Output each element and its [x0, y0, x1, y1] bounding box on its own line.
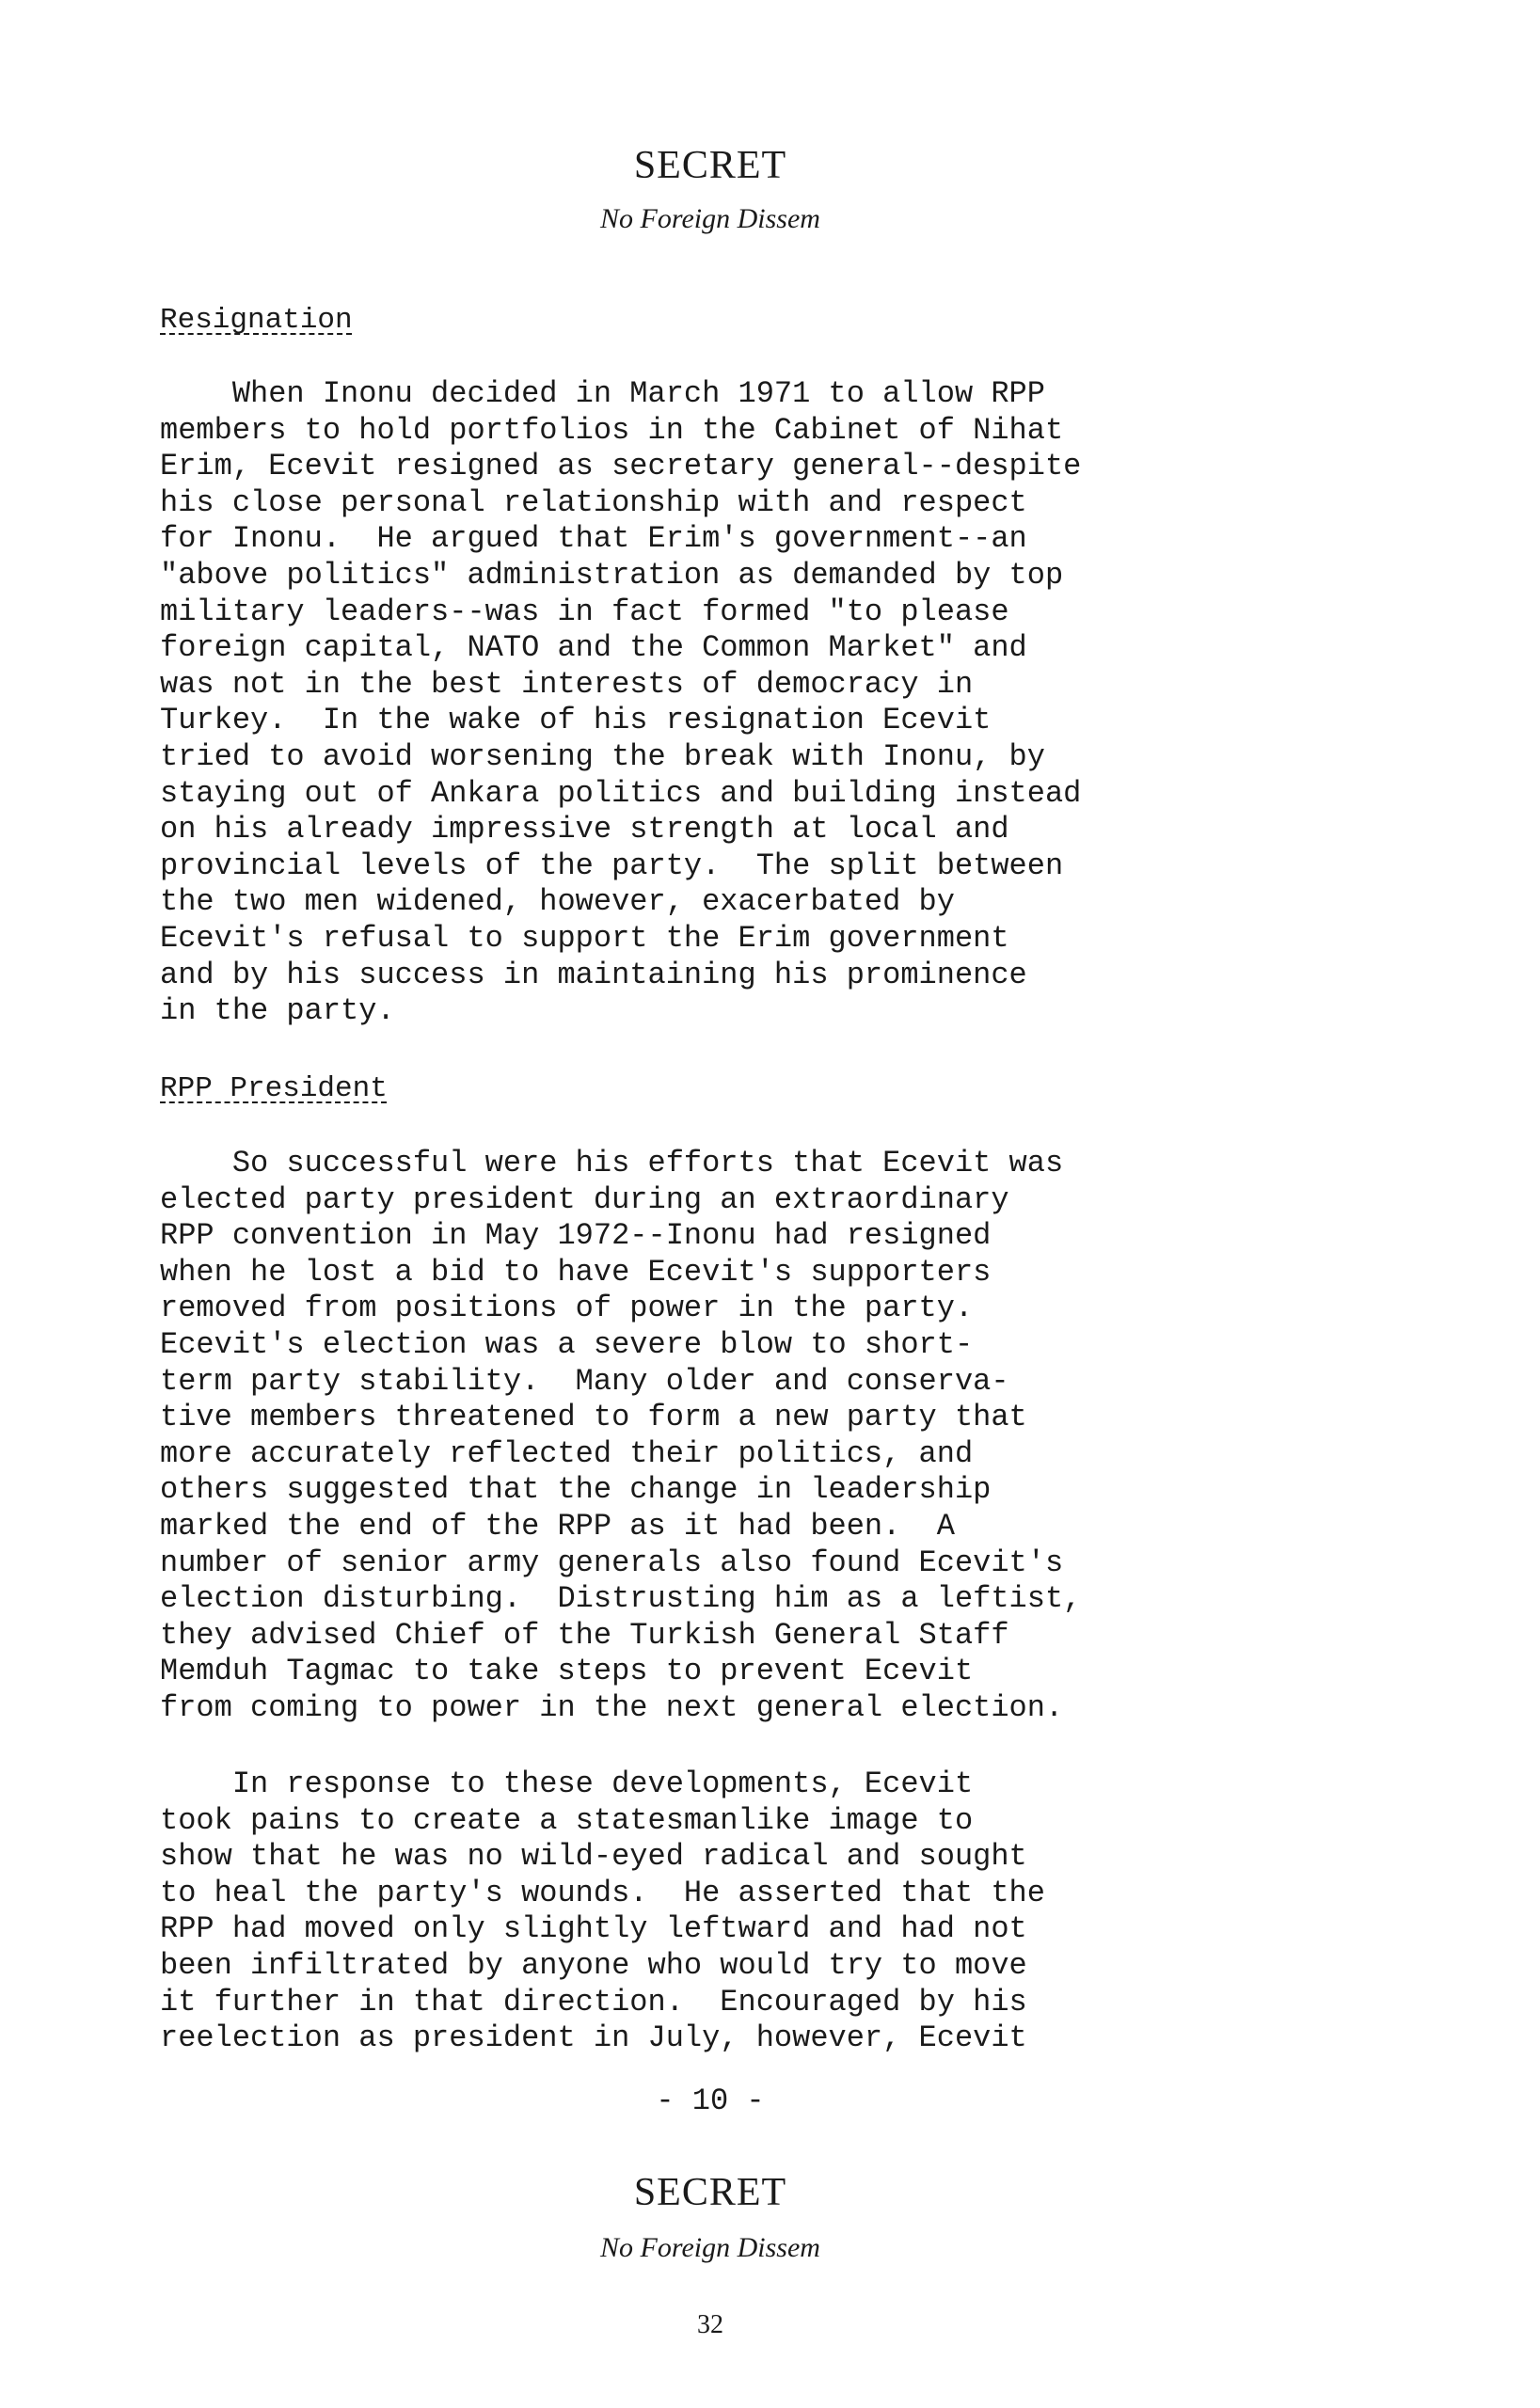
paragraph-resignation	[160, 376, 1298, 1030]
paragraph-rpp-president-2	[160, 1766, 1298, 2057]
classification-header: SECRET	[633, 144, 787, 187]
text-line: members to hold portfolios in the Cabinet of Nihat	[160, 412, 1064, 448]
text-line: foreign capital, NATO and the Common Market" and	[160, 630, 1027, 666]
text-line: been infiltrated by anyone who would try to move	[160, 1947, 1027, 1983]
dissemination-caveat-footer: No Foreign Dissem	[600, 2232, 820, 2263]
page-number: - 10 -	[656, 2083, 765, 2118]
text-line: when he lost a bid to have Ecevit's supporters	[160, 1254, 992, 1290]
text-line: reelection as president in July, however, Ecevit	[160, 2020, 1027, 2056]
paragraph-rpp-president-1	[160, 1146, 1298, 1727]
text-line: from coming to power in the next general election.	[160, 1689, 1064, 1725]
text-line: tried to avoid worsening the break with Inonu, by	[160, 738, 1045, 774]
text-line: others suggested that the change in leadership	[160, 1472, 992, 1508]
text-line: his close personal relationship with and respect	[160, 484, 1027, 520]
section-heading-resignation: Resignation	[160, 304, 353, 337]
text-line: they advised Chief of the Turkish General Staff	[160, 1617, 1009, 1653]
text-line: to heal the party's wounds. He asserted that the	[160, 1875, 1045, 1910]
text-line: on his already impressive strength at local and	[160, 812, 1009, 848]
text-line: So successful were his efforts that Ecevit was	[160, 1146, 1064, 1180]
text-line: and by his success in maintaining his prominence	[160, 957, 1027, 992]
text-line: Erim, Ecevit resigned as secretary general--despite	[160, 449, 1082, 484]
text-line: election disturbing. Distrusting him as a leftist,	[160, 1581, 1082, 1617]
text-line: provincial levels of the party. The split between	[160, 848, 1064, 883]
text-line: Ecevit's election was a severe blow to short-	[160, 1326, 974, 1362]
text-line: number of senior army generals also found Ecevit's	[160, 1545, 1064, 1580]
classification-footer: SECRET	[633, 2171, 787, 2214]
text-line: removed from positions of power in the party.	[160, 1291, 974, 1326]
text-line: more accurately reflected their politics, and	[160, 1435, 974, 1471]
text-line: military leaders--was in fact formed "to please	[160, 594, 1009, 629]
text-line: Ecevit's refusal to support the Erim government	[160, 920, 1009, 956]
text-line: for Inonu. He argued that Erim's government--an	[160, 521, 1027, 557]
text-line: RPP had moved only slightly leftward and had not	[160, 1911, 1027, 1947]
text-line: elected party president during an extraordinary	[160, 1181, 1009, 1217]
text-line: When Inonu decided in March 1971 to allow RPP	[160, 376, 1045, 411]
text-line: was not in the best interests of democracy in	[160, 666, 974, 702]
text-line: In response to these developments, Ecevit	[160, 1766, 974, 1801]
text-line: the two men widened, however, exacerbated by	[160, 884, 955, 920]
text-line: Memduh Tagmac to take steps to prevent Ecevit	[160, 1654, 974, 1689]
text-line: it further in that direction. Encouraged by his	[160, 1984, 1027, 2020]
folio-number: 32	[697, 2310, 723, 2339]
text-line: "above politics" administration as demanded by top	[160, 557, 1064, 593]
text-line: term party stability. Many older and conserva-	[160, 1363, 1009, 1399]
text-line: in the party.	[160, 993, 395, 1029]
text-line: show that he was no wild-eyed radical and sought	[160, 1839, 1027, 1875]
text-line: staying out of Ankara politics and building instead	[160, 775, 1082, 811]
text-line: RPP convention in May 1972--Inonu had resigned	[160, 1218, 992, 1254]
text-line: tive members threatened to form a new party that	[160, 1400, 1027, 1435]
section-heading-rpp-president: RPP President	[160, 1072, 388, 1105]
text-line: took pains to create a statesmanlike image to	[160, 1802, 974, 1838]
text-line: marked the end of the RPP as it had been. A	[160, 1508, 955, 1544]
text-line: Turkey. In the wake of his resignation Ecevit	[160, 703, 992, 738]
dissemination-caveat-header: No Foreign Dissem	[600, 203, 820, 234]
